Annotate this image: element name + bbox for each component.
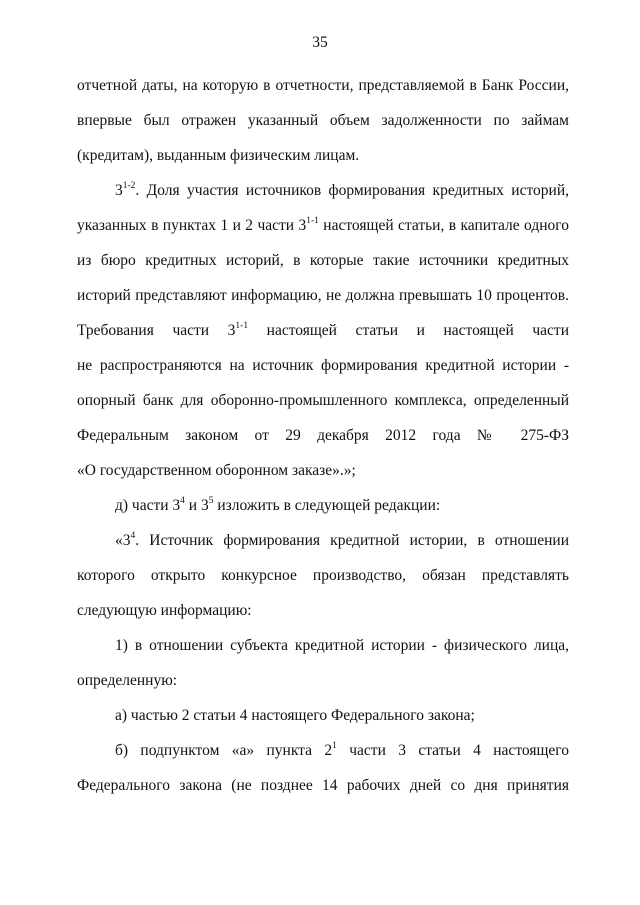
text-line: из бюро кредитных историй, в которые такие источники кредитных [77, 252, 569, 269]
line-segment: д) части 3 [115, 497, 181, 514]
line-segment: настоящей статьи, в капитале одного [318, 217, 569, 234]
text-line: «О государственном оборонном заказе».»; [77, 462, 356, 479]
text-line: которого открыто конкурсное производство, обязан представлять [77, 567, 569, 584]
text-line [115, 531, 569, 551]
line-segment: изложить в следующей редакции: [213, 497, 441, 514]
superscript: 1 [332, 741, 337, 751]
page-number: 35 [312, 34, 328, 51]
text-line: Федерального закона (не позднее 14 рабочих дней со дня принятия [77, 777, 569, 794]
text-line: Федеральным законом от 29 декабря 2012 года № 275-ФЗ [77, 427, 569, 444]
text-line: определенную: [77, 672, 178, 689]
superscript: 4 [130, 531, 136, 541]
superscript: 5 [208, 496, 214, 506]
text-line: (кредитам), выданным физическим лицам. [77, 147, 360, 164]
line-segment: части 3 статьи 4 настоящего [336, 742, 570, 759]
text-line [77, 321, 569, 341]
text-line [115, 181, 569, 201]
line-segment: . Доля участия источников формирования кредитных историй, [135, 182, 569, 199]
line-segment: настоящей статьи и настоящей части [248, 322, 570, 339]
superscript: 1-1 [306, 216, 319, 226]
line-segment: Требования части 3 [77, 322, 236, 339]
line-segment: «3 [115, 532, 131, 549]
text-line [77, 216, 569, 236]
text-line [115, 741, 569, 761]
text-line: а) частью 2 статьи 4 настоящего Федерального закона; [115, 707, 475, 724]
superscript: 1-2 [122, 181, 136, 191]
text-line: историй представляют информацию, не должна превышать 10 процентов. [77, 287, 569, 304]
text-line: опорный банк для оборонно-промышленного комплекса, определенный [77, 392, 569, 409]
line-segment: и 3 [184, 497, 209, 514]
line-segment: б) подпунктом «а» пункта 2 [115, 742, 333, 759]
text-line: следующую информацию: [77, 602, 252, 619]
text-line: не распространяются на источник формирования кредитной истории - [77, 357, 569, 374]
text-line: отчетной даты, на которую в отчетности, представляемой в Банк России, [77, 77, 569, 94]
text-line [115, 496, 440, 516]
superscript: 1-1 [235, 321, 249, 331]
text-line: 1) в отношении субъекта кредитной истории - физического лица, [115, 637, 569, 654]
line-segment: . Источник формирования кредитной истории, в отношении [135, 532, 569, 549]
text-line: впервые был отражен указанный объем задолженности по займам [77, 112, 569, 129]
line-segment: 3 [115, 182, 123, 199]
line-segment: указанных в пунктах 1 и 2 части 3 [77, 217, 307, 234]
superscript: 4 [180, 496, 185, 506]
